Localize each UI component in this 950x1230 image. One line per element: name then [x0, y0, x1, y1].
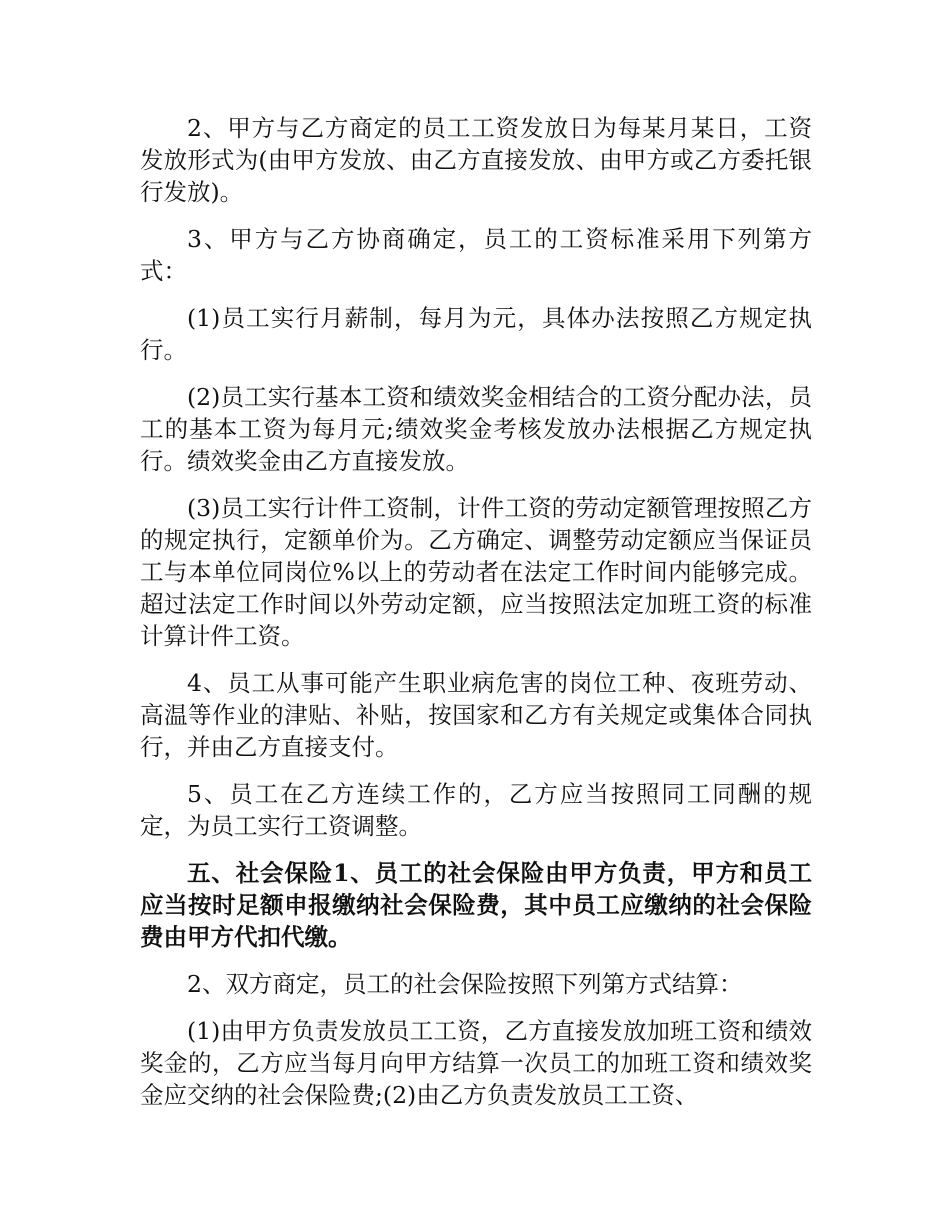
paragraph-salary-standard: 3、甲方与乙方协商确定，员工的工资标准采用下列第方式： [140, 225, 812, 285]
paragraph-salary-payday: 2、甲方与乙方商定的员工工资发放日为每某月某日，工资发放形式为(由甲方发放、由乙方直接发放、由甲方或乙方委托银行发放)。 [140, 114, 812, 206]
paragraph-monthly-salary: (1)员工实行月薪制，每月为元，具体办法按照乙方规定执行。 [140, 304, 812, 364]
section-heading-social-insurance: 五、社会保险1、员工的社会保险由甲方负责，甲方和员工应当按时足额申报缴纳社会保险费，其中员工应缴纳的社会保险费由甲方代扣代缴。 [140, 859, 812, 951]
paragraph-base-plus-bonus: (2)员工实行基本工资和绩效奖金相结合的工资分配办法，员工的基本工资为每月元;绩效奖金考核发放办法根据乙方规定执行。绩效奖金由乙方直接发放。 [140, 383, 812, 475]
paragraph-settlement-options: (1)由甲方负责发放员工工资，乙方直接发放加班工资和绩效奖金的，乙方应当每月向甲方结算一次员工的加班工资和绩效奖金应交纳的社会保险费;(2)由乙方负责发放员工工资、 [140, 1017, 812, 1109]
paragraph-salary-adjustment: 5、员工在乙方连续工作的，乙方应当按照同工同酬的规定，为员工实行工资调整。 [140, 780, 812, 840]
paragraph-allowances: 4、员工从事可能产生职业病危害的岗位工种、夜班劳动、高温等作业的津贴、补贴，按国家和乙方有关规定或集体合同执行，并由乙方直接支付。 [140, 669, 812, 761]
document-page [140, 112, 812, 1126]
paragraph-piece-rate: (3)员工实行计件工资制，计件工资的劳动定额管理按照乙方的规定执行，定额单价为。乙方确定、调整劳动定额应当保证员工与本单位同岗位%以上的劳动者在法定工作时间内能够完成。超过法定工作时间以外劳动定额，应当按照法定加班工资的标准计算计件工资。 [140, 494, 812, 650]
paragraph-settlement-method: 2、双方商定，员工的社会保险按照下列第方式结算： [187, 970, 743, 998]
